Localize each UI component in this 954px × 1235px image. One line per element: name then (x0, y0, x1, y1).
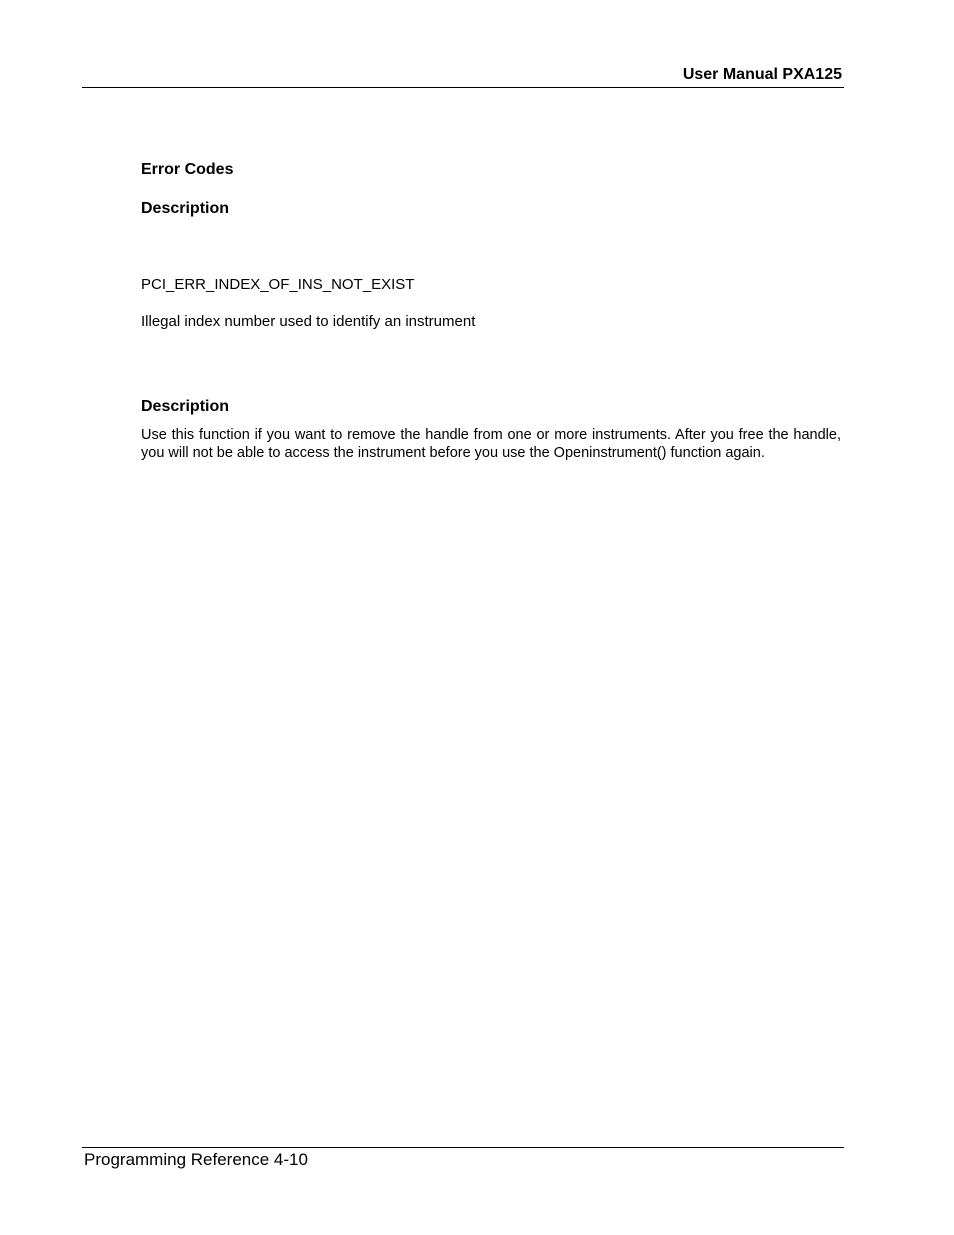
error-codes-heading: Error Codes (141, 161, 234, 178)
error-codes-description-heading: Description (141, 200, 230, 217)
footer-divider (82, 1147, 844, 1148)
page-footer: Programming Reference 4-10 (84, 1150, 308, 1169)
function-description-heading: Description (141, 398, 230, 415)
document-header-title: User Manual PXA125 (682, 66, 842, 83)
error-code-name: PCI_ERR_INDEX_OF_INS_NOT_EXIST (141, 276, 415, 293)
header-divider (82, 87, 844, 88)
error-code-description: Illegal index number used to identify an instrument (141, 313, 476, 330)
function-description-text: Use this function if you want to remove the handle from one or more instruments. After you free the handle, you will not be able to access the instrument before you use the Openinstrument() function again. (141, 427, 841, 461)
